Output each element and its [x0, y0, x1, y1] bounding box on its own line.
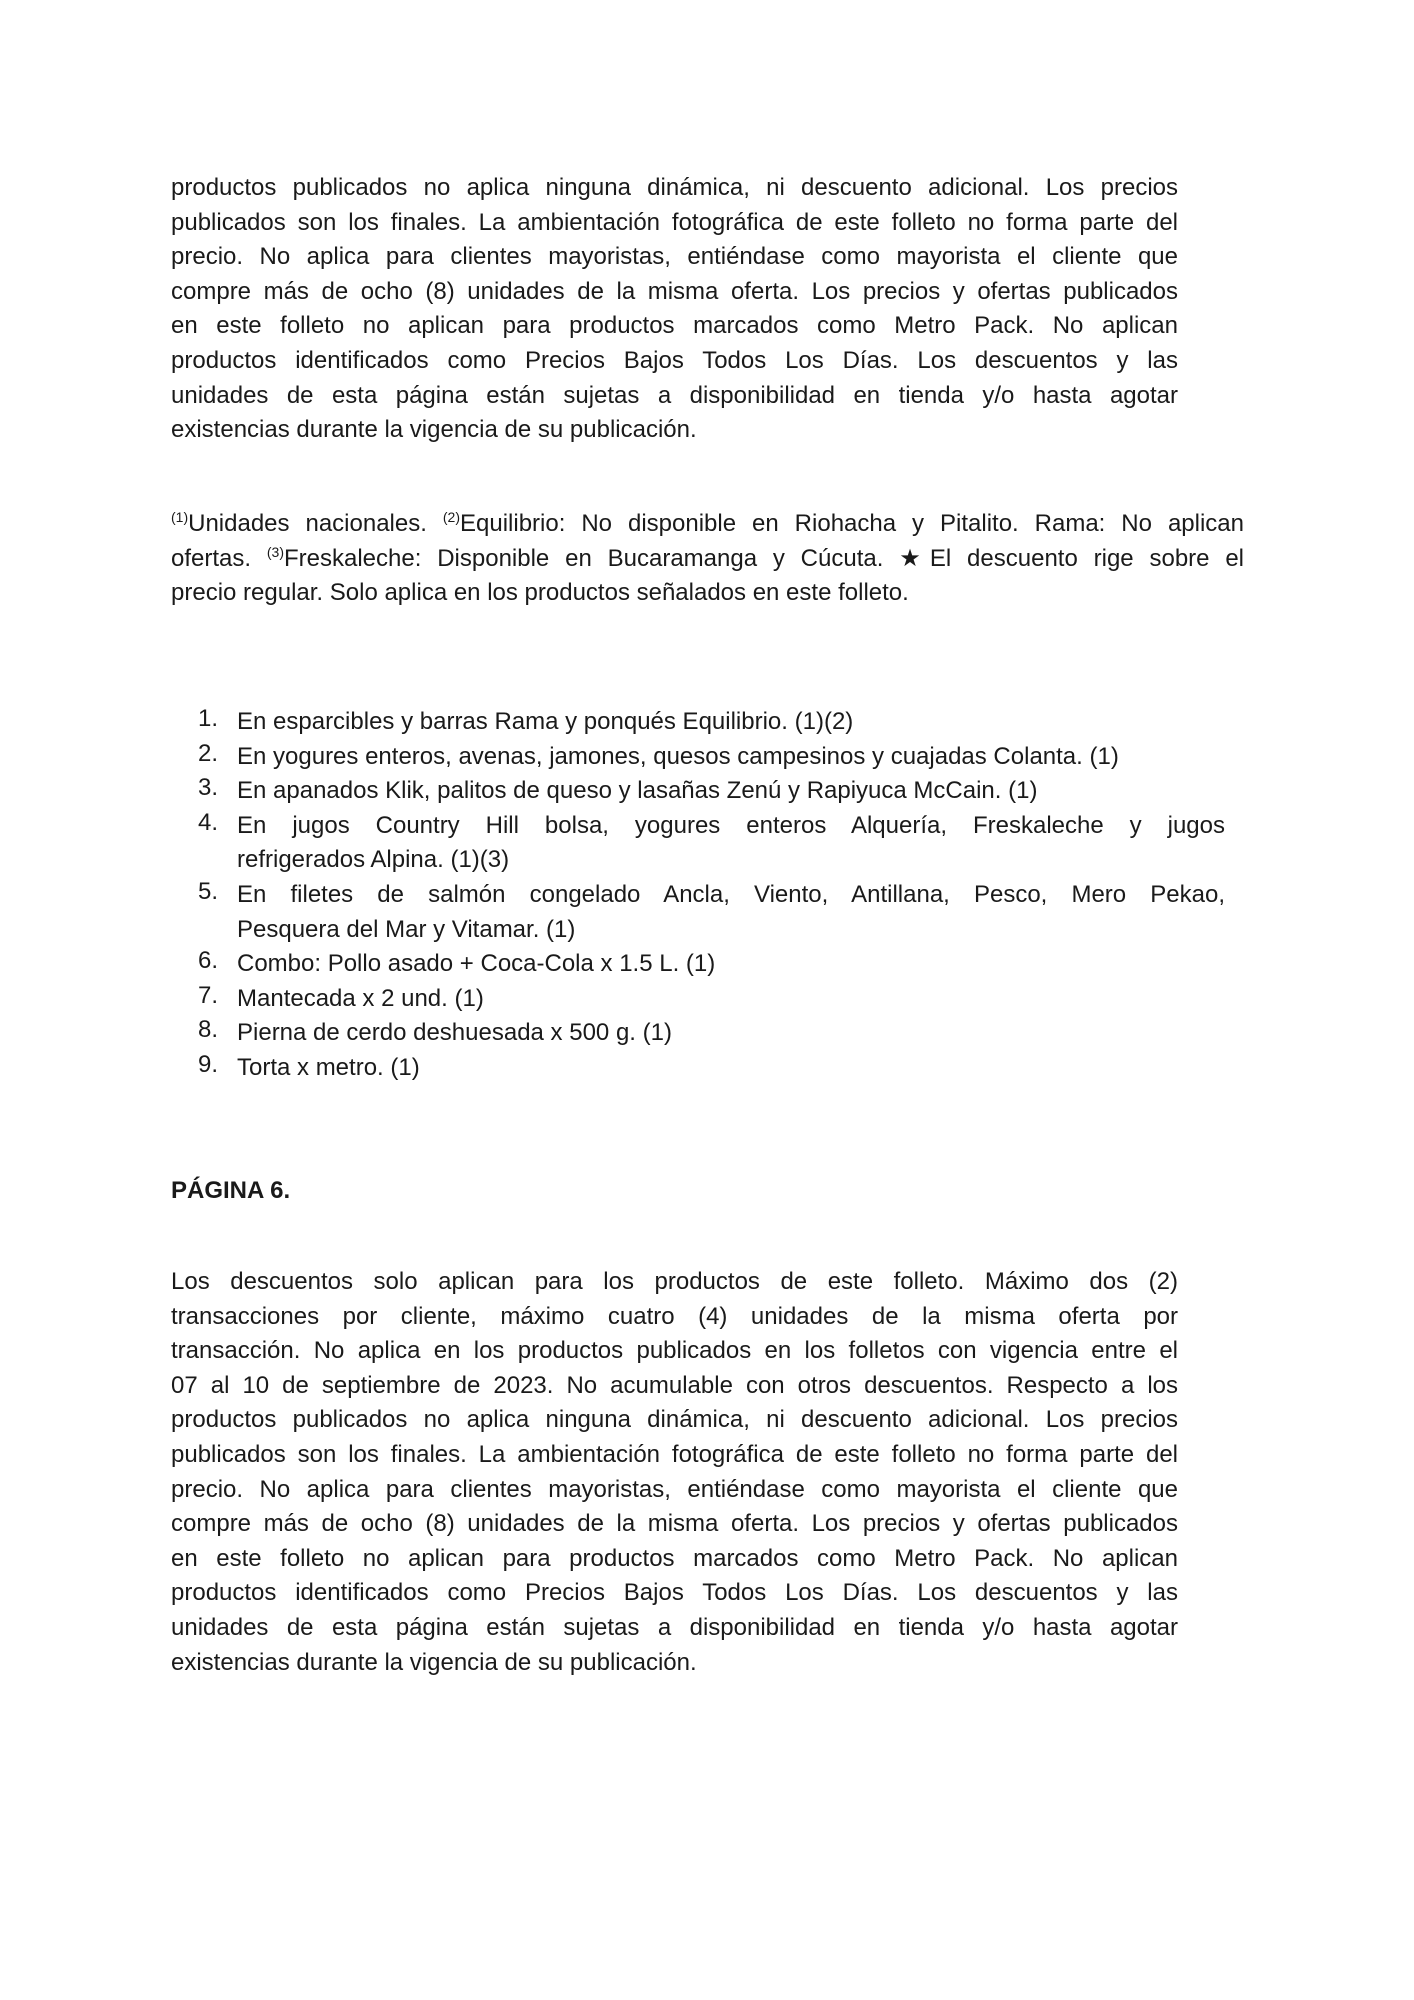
paragraph-line: precio. No aplica para clientes mayoristas, entiéndase como mayorista el cliente que [171, 1475, 1178, 1503]
list-item [171, 1016, 1225, 1051]
list-item-text: En yogures enteros, avenas, jamones, quesos campesinos y cuajadas Colanta. (1) [237, 742, 1119, 770]
list-item [171, 947, 1225, 982]
footnote-text: Freskaleche: Disponible en Bucaramanga y Cúcuta. ★El descuento rige sobre el [284, 544, 1245, 572]
paragraph-line: compre más de ocho (8) unidades de la misma oferta. Los precios y ofertas publicados [171, 1510, 1178, 1538]
paragraph-line: 07 al 10 de septiembre de 2023. No acumulable con otros descuentos. Respecto a los [171, 1371, 1178, 1399]
paragraph-line: productos publicados no aplica ninguna dinámica, ni descuento adicional. Los precios [171, 174, 1178, 201]
list-item-number [171, 913, 237, 948]
paragraph-line: en este folleto no aplican para productos marcados como Metro Pack. No aplican [171, 1544, 1178, 1572]
page-heading: PÁGINA 6. [171, 1177, 291, 1204]
paragraph-line: productos identificados como Precios Bajos Todos Los Días. Los descuentos y las [171, 346, 1178, 374]
list-item [171, 913, 1225, 948]
list-item-text: En jugos Country Hill bolsa, yogures enteros Alquería, Freskaleche y jugos [237, 811, 1225, 839]
list-item-number: 2. [197, 739, 218, 767]
paragraph-line: Los descuentos solo aplican para los productos de este folleto. Máximo dos (2) [171, 1268, 1178, 1295]
paragraph-line: existencias durante la vigencia de su publicación. [171, 1648, 697, 1676]
footnote-marker: (1) [171, 509, 189, 525]
list-item-number: 9. [197, 1050, 218, 1078]
numbered-list [171, 705, 1225, 1086]
list-item-number [171, 843, 237, 878]
list-item-number: 1. [197, 705, 218, 732]
list-item-text: Torta x metro. (1) [237, 1053, 420, 1081]
list-item-number: 8. [197, 1016, 218, 1044]
list-item-text: refrigerados Alpina. (1)(3) [237, 846, 510, 874]
list-item [171, 843, 1225, 878]
list-item [171, 982, 1225, 1017]
list-item-text: En apanados Klik, palitos de queso y lasañas Zenú y Rapiyuca McCain. (1) [237, 777, 1038, 805]
list-item-text: En esparcibles y barras Rama y ponqués Equilibrio. (1)(2) [237, 708, 854, 735]
footnote-text: Unidades nacionales. [188, 510, 443, 537]
terms-paragraph-1 [171, 171, 1178, 448]
list-item-text: En filetes de salmón congelado Ancla, Viento, Antillana, Pesco, Mero Pekao, [237, 880, 1225, 908]
footnote-marker: (2) [442, 509, 460, 525]
footnote-line [171, 542, 1244, 577]
list-item-text: Pesquera del Mar y Vitamar. (1) [237, 915, 576, 943]
list-item-text: Combo: Pollo asado + Coca-Cola x 1.5 L. (1) [237, 950, 716, 978]
paragraph-line: publicados son los finales. La ambientación fotográfica de este folleto no forma parte del [171, 208, 1178, 236]
list-item [171, 705, 1225, 740]
list-item-text: Mantecada x 2 und. (1) [237, 984, 484, 1012]
list-item [171, 774, 1225, 809]
list-item-number: 5. [197, 877, 218, 905]
terms-paragraph-2 [171, 1265, 1178, 1680]
footnote-marker: (3) [266, 543, 284, 560]
paragraph-line: transacción. No aplica en los productos publicados en los folletos con vigencia entre el [171, 1337, 1178, 1365]
paragraph-line: existencias durante la vigencia de su publicación. [171, 416, 697, 444]
paragraph-line: unidades de esta página están sujetas a disponibilidad en tienda y/o hasta agotar [171, 1613, 1178, 1641]
paragraph-line: unidades de esta página están sujetas a disponibilidad en tienda y/o hasta agotar [171, 381, 1178, 409]
footnotes-paragraph [171, 507, 1244, 611]
list-item-number: 7. [197, 981, 218, 1009]
list-item [171, 809, 1225, 844]
footnote-line [171, 507, 1244, 542]
paragraph-line: compre más de ocho (8) unidades de la misma oferta. Los precios y ofertas publicados [171, 277, 1178, 305]
footnote-line: precio regular. Solo aplica en los productos señalados en este folleto. [171, 579, 909, 607]
paragraph-line: en este folleto no aplican para productos marcados como Metro Pack. No aplican [171, 312, 1178, 340]
footnote-text: Equilibrio: No disponible en Riohacha y Pitalito. Rama: No aplican [460, 510, 1245, 537]
list-item [171, 740, 1225, 775]
list-item-text: Pierna de cerdo deshuesada x 500 g. (1) [237, 1019, 672, 1047]
paragraph-line: transacciones por cliente, máximo cuatro (4) unidades de la misma oferta por [171, 1302, 1178, 1330]
list-item [171, 878, 1225, 913]
footnote-text: ofertas. [171, 544, 267, 572]
paragraph-line: precio. No aplica para clientes mayoristas, entiéndase como mayorista el cliente que [171, 243, 1178, 271]
list-item-number: 4. [197, 808, 218, 836]
list-item-number: 3. [197, 774, 218, 802]
paragraph-line: publicados son los finales. La ambientación fotográfica de este folleto no forma parte del [171, 1440, 1178, 1468]
list-item [171, 1051, 1225, 1086]
paragraph-line: productos publicados no aplica ninguna dinámica, ni descuento adicional. Los precios [171, 1406, 1178, 1434]
paragraph-line: productos identificados como Precios Bajos Todos Los Días. Los descuentos y las [171, 1579, 1178, 1607]
list-item-number: 6. [197, 947, 218, 975]
